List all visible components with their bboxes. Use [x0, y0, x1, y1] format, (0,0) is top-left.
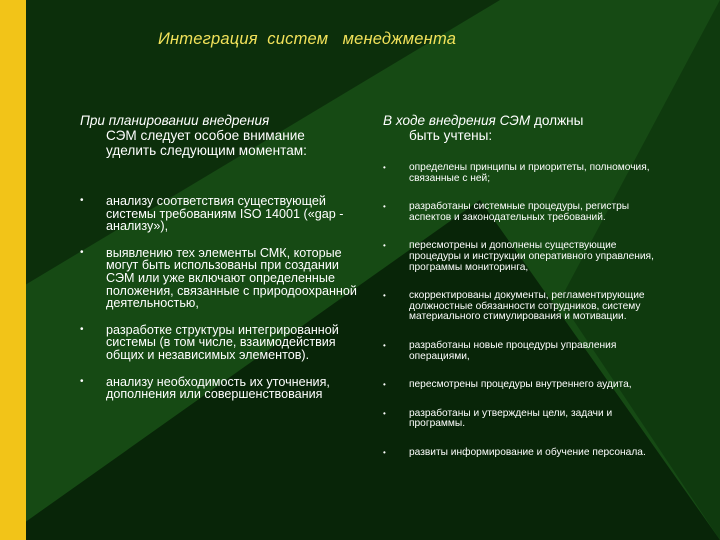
list-item [80, 376, 370, 401]
list-item [383, 202, 663, 223]
bullet-icon: • [383, 241, 386, 251]
list-item-text: развиты информирование и обучение персонала. [409, 446, 646, 458]
list-item [383, 409, 663, 430]
bullet-icon: • [383, 163, 386, 172]
list-item-text: разработаны системные процедуры, регистры аспектов и законодательных требований. [409, 201, 630, 223]
left-heading-em: При планировании внедрения [80, 113, 270, 128]
list-item-text: разработке структуры интегрированной системы (в том числе, взаимодействия общих и независимых элементов). [106, 322, 339, 362]
bullet-icon: • [383, 447, 386, 457]
right-heading-line-1: должны [530, 113, 584, 128]
list-item-text: разработаны и утверждены цели, задачи и программы. [409, 407, 613, 430]
list-item-text: определены принципы и приоритеты, полномочия, связанные с ней; [409, 162, 650, 184]
bullet-icon: • [80, 323, 84, 335]
left-heading [80, 113, 370, 158]
left-list [80, 195, 370, 401]
list-item-text: пересмотрены процедуры внутреннего аудита, [409, 379, 632, 391]
list-item [383, 241, 663, 273]
list-item [383, 448, 663, 459]
list-item [80, 247, 370, 310]
list-item-text: разработаны новые процедуры управления операциями, [409, 339, 617, 362]
list-item [80, 324, 370, 362]
list-item-text: пересмотрены и дополнены существующие процедуры и инструкции оперативного управления, программы мониторинга, [409, 240, 654, 273]
bullet-icon: • [383, 340, 386, 350]
bullet-icon: • [80, 375, 84, 387]
list-item [383, 341, 663, 362]
list-item-text: анализу соответствия существующей системы требованиям ISO 14001 («gap - анализу»), [106, 194, 344, 234]
bullet-icon: • [383, 291, 386, 301]
left-column [80, 113, 370, 415]
list-item [383, 291, 663, 323]
bullet-icon: • [383, 408, 386, 418]
left-heading-line-2: уделить следующим моментам: [106, 143, 307, 158]
list-item-text: выявлению тех элементы СМК, которые могут быть использованы при создании СЭМ или уже включают определенные положения, связанные с природоохранной деятельностью, [106, 245, 357, 311]
right-heading [383, 113, 663, 143]
left-heading-line-1: СЭМ следует особое внимание [106, 128, 305, 143]
slide-title: Интеграция систем менеджмента [158, 30, 457, 48]
accent-bar [0, 0, 26, 540]
bullet-icon: • [80, 246, 84, 258]
right-list [383, 163, 663, 459]
list-item [383, 163, 663, 184]
bullet-icon: • [383, 380, 386, 390]
list-item [383, 380, 663, 391]
list-item-text: скорректированы документы, регламентирующие должностные обязанности сотрудников, систему материального стимулирования и мотивации. [409, 290, 645, 323]
bullet-icon: • [80, 195, 84, 206]
right-heading-line-2: быть учтены: [409, 128, 493, 143]
list-item-text: анализу необходимость их уточнения, дополнения или совершенствования [106, 374, 330, 402]
right-column [383, 113, 663, 477]
right-heading-em: В ходе внедрения СЭМ [383, 113, 531, 128]
list-item [80, 195, 370, 233]
bullet-icon: • [383, 202, 386, 212]
